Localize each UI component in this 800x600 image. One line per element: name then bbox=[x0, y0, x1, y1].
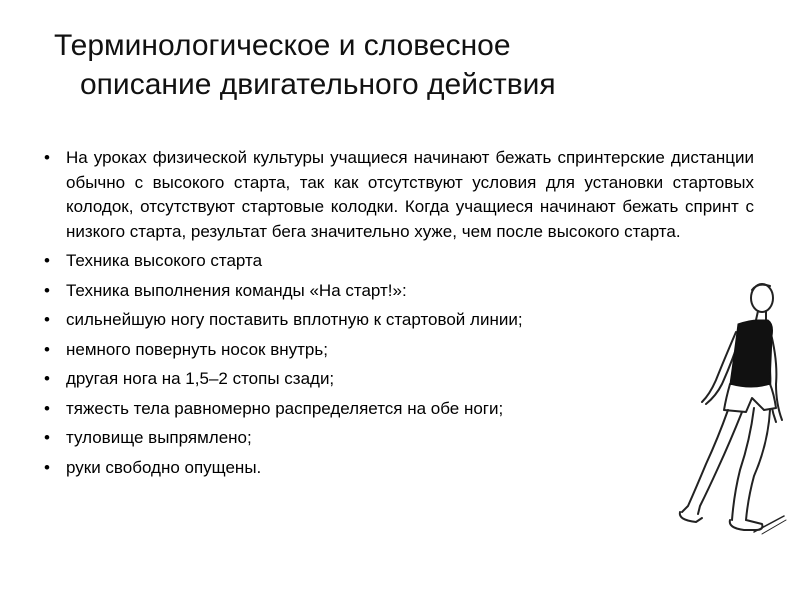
bullet-list bbox=[44, 146, 754, 485]
slide-title-line-1: Терминологическое и словесное bbox=[54, 29, 511, 62]
list-item: • На уроках физической культуры учащиеся начинают бежать спринтерские дистанции обычно с высокого старта, так как отсутствуют условия для установки стартовых колодок, отсутствуют стартовые колодки. Когда учащиеся начинают бежать спринт с низкого старта, результат бега значительно хуже, чем после высокого старта. bbox=[44, 146, 754, 244]
list-item: • сильнейшую ногу поставить вплотную к стартовой линии; bbox=[44, 308, 754, 333]
slide-title-line-2: описание двигательного действия bbox=[80, 68, 556, 101]
list-item: • немного повернуть носок внутрь; bbox=[44, 338, 754, 363]
list-item: • руки свободно опущены. bbox=[44, 456, 754, 481]
runner-high-start-icon bbox=[672, 280, 792, 548]
list-item: • Техника высокого старта bbox=[44, 249, 754, 274]
list-item: • Техника выполнения команды «На старт!»: bbox=[44, 279, 754, 304]
slide-title bbox=[40, 26, 760, 104]
list-item: • другая нога на 1,5–2 стопы сзади; bbox=[44, 367, 754, 392]
list-item: • тяжесть тела равномерно распределяется на обе ноги; bbox=[44, 397, 754, 422]
list-item: • туловище выпрямлено; bbox=[44, 426, 754, 451]
